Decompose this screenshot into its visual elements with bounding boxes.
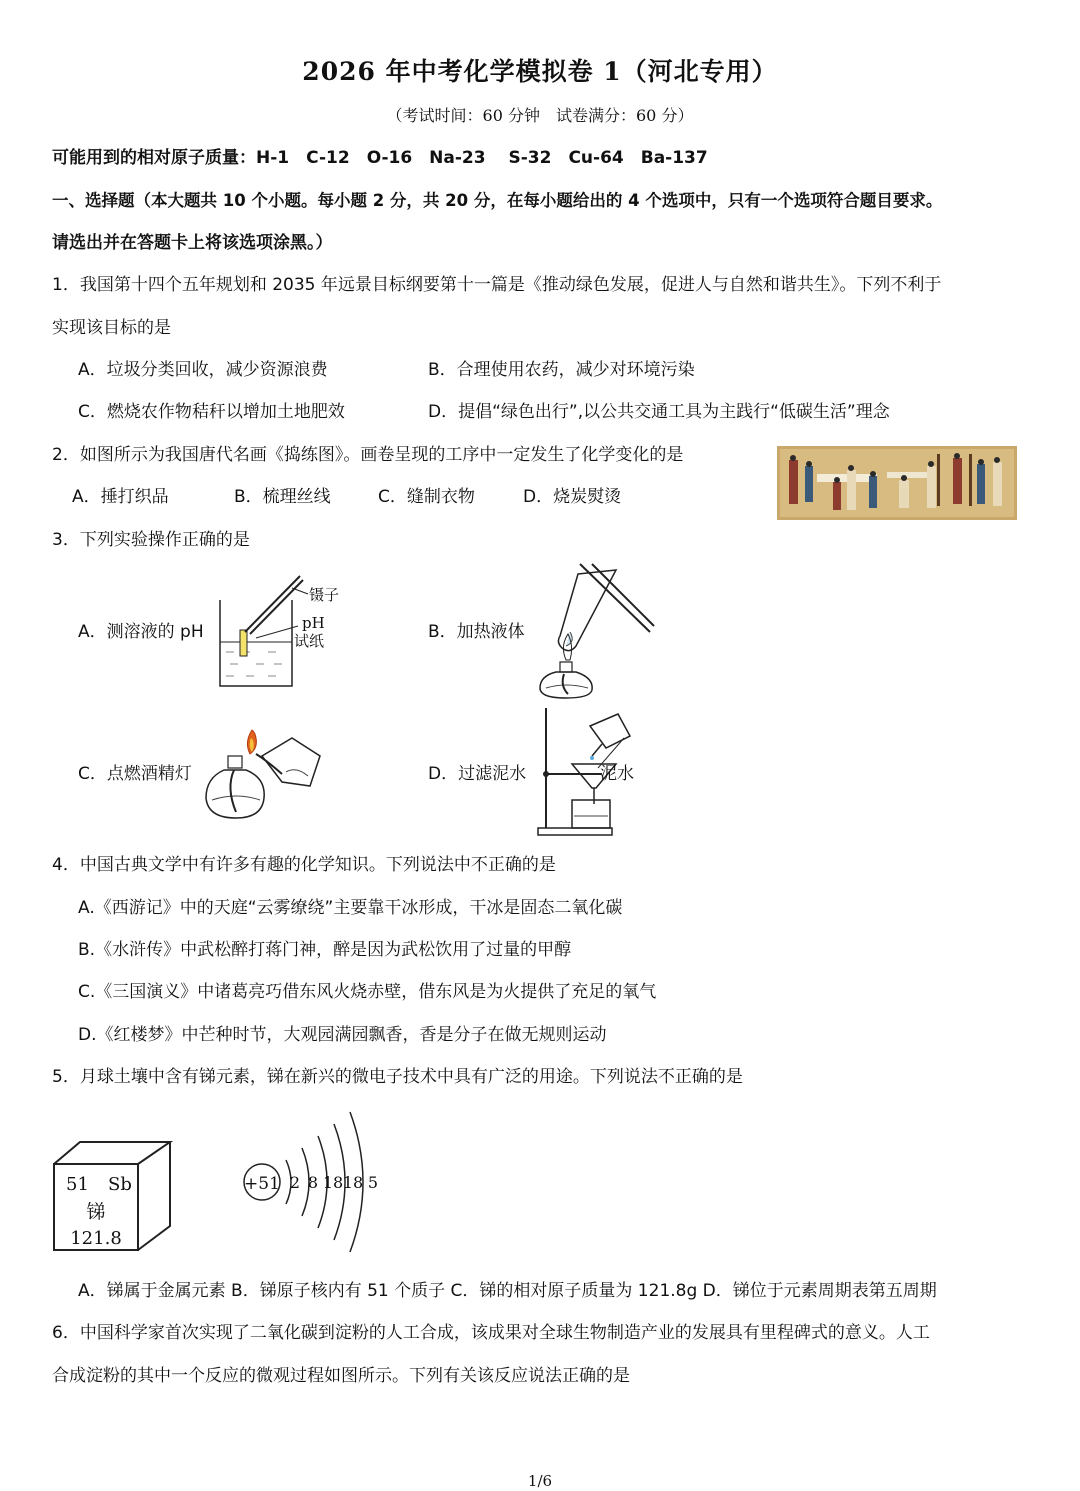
q1-stem: 1．我国第十四个五年规划和 2035 年远景目标纲要第十一篇是《推动绿色发展，促进人与自然和谐共生》。下列不利于 bbox=[52, 275, 942, 295]
q1-option-d: D．提倡“绿色出行”,以公共交通工具为主践行“低碳生活”理念 bbox=[428, 402, 890, 422]
atomic-mass: 121.8 bbox=[70, 1228, 122, 1249]
tweezers-label: 镊子 bbox=[309, 586, 340, 604]
q4-option-c: C.《三国演义》中诸葛亮巧借东风火烧赤壁，借东风是为火提供了充足的氧气 bbox=[78, 982, 657, 1002]
q5-stem: 5．月球土壤中含有锑元素，锑在新兴的微电子技术中具有广泛的用途。下列说法不正确的是 bbox=[52, 1067, 743, 1087]
exam-info: （考试时间：60 分钟 试卷满分：60 分） bbox=[386, 106, 694, 125]
q2-option-b: B．梳理丝线 bbox=[234, 487, 331, 507]
heating-liquid-diagram bbox=[530, 562, 656, 702]
element-symbol: Sb bbox=[108, 1174, 132, 1195]
shell-1-electrons: 2 bbox=[289, 1173, 301, 1192]
paper-title: 2026 年中考化学模拟卷 1（河北专用） bbox=[302, 57, 778, 86]
q2-option-d: D．烧炭熨烫 bbox=[523, 487, 622, 507]
ph-label: pH bbox=[302, 614, 325, 632]
painting-image bbox=[777, 446, 1017, 520]
mud-water-label: 泥水 bbox=[600, 764, 634, 784]
q4-option-b: B.《水浒传》中武松醉打蒋门神，醉是因为武松饮用了过量的甲醇 bbox=[78, 940, 572, 960]
test-paper-label: 试纸 bbox=[294, 632, 325, 650]
page-number: 1/6 bbox=[527, 1472, 553, 1490]
q4-option-d: D.《红楼梦》中芒种时节，大观园满园飘香，香是分子在做无规则运动 bbox=[78, 1025, 607, 1045]
shell-3-electrons: 18 bbox=[322, 1173, 344, 1192]
q3-option-d: D．过滤泥水 bbox=[428, 764, 527, 784]
q1-option-c: C．燃烧农作物秸秆以增加土地肥效 bbox=[78, 402, 345, 422]
atomic-masses: 可能用到的相对原子质量：H-1 C-12 O-16 Na-23 S-32 Cu-64 Ba-137 bbox=[52, 148, 708, 168]
q4-option-a: A.《西游记》中的天庭“云雾缭绕”主要靠干冰形成，干冰是固态二氧化碳 bbox=[78, 898, 623, 918]
q5-options: A．锑属于金属元素 B．锑原子核内有 51 个质子 C．锑的相对原子质量为 121.8g D．锑位于元素周期表第五周期 bbox=[78, 1281, 937, 1301]
q2-stem: 2．如图所示为我国唐代名画《捣练图》。画卷呈现的工序中一定发生了化学变化的是 bbox=[52, 445, 684, 465]
q2-option-c: C．缝制衣物 bbox=[378, 487, 475, 507]
q2-option-a: A．捶打织品 bbox=[72, 487, 169, 507]
q3-option-b: B．加热液体 bbox=[428, 622, 525, 642]
shell-4-electrons: 18 bbox=[342, 1173, 364, 1192]
q3-option-c: C．点燃酒精灯 bbox=[78, 764, 192, 784]
section-heading-cont: 请选出并在答题卡上将该选项涂黑。） bbox=[52, 233, 333, 253]
q1-option-a: A．垃圾分类回收，减少资源浪费 bbox=[78, 360, 328, 380]
q1-option-b: B．合理使用农药，减少对环境污染 bbox=[428, 360, 695, 380]
q4-stem: 4．中国古典文学中有许多有趣的化学知识。下列说法中不正确的是 bbox=[52, 855, 556, 875]
element-name: 锑 bbox=[86, 1201, 106, 1223]
element-cell-sb bbox=[50, 1138, 180, 1254]
atomic-number: 51 bbox=[66, 1174, 89, 1195]
nucleus-charge: +51 bbox=[244, 1174, 280, 1194]
section-heading: 一、选择题（本大题共 10 个小题。每小题 2 分，共 20 分，在每小题给出的 4 个选项中，只有一个选项符合题目要求。 bbox=[52, 191, 943, 210]
q6-stem-cont: 合成淀粉的其中一个反应的微观过程如图所示。下列有关该反应说法正确的是 bbox=[52, 1366, 630, 1386]
q3-stem: 3．下列实验操作正确的是 bbox=[52, 530, 250, 550]
shell-5-electrons: 5 bbox=[367, 1173, 379, 1192]
q1-stem-cont: 实现该目标的是 bbox=[52, 318, 171, 338]
shell-2-electrons: 8 bbox=[307, 1173, 319, 1192]
q6-stem: 6．中国科学家首次实现了二氧化碳到淀粉的人工合成，该成果对全球生物制造产业的发展具有里程碑式的意义。人工 bbox=[52, 1323, 930, 1343]
atomic-structure-diagram bbox=[240, 1104, 390, 1262]
q3-option-a: A．测溶液的 pH bbox=[78, 622, 204, 642]
light-lamp-diagram bbox=[200, 716, 330, 828]
ph-test-diagram bbox=[212, 570, 362, 692]
